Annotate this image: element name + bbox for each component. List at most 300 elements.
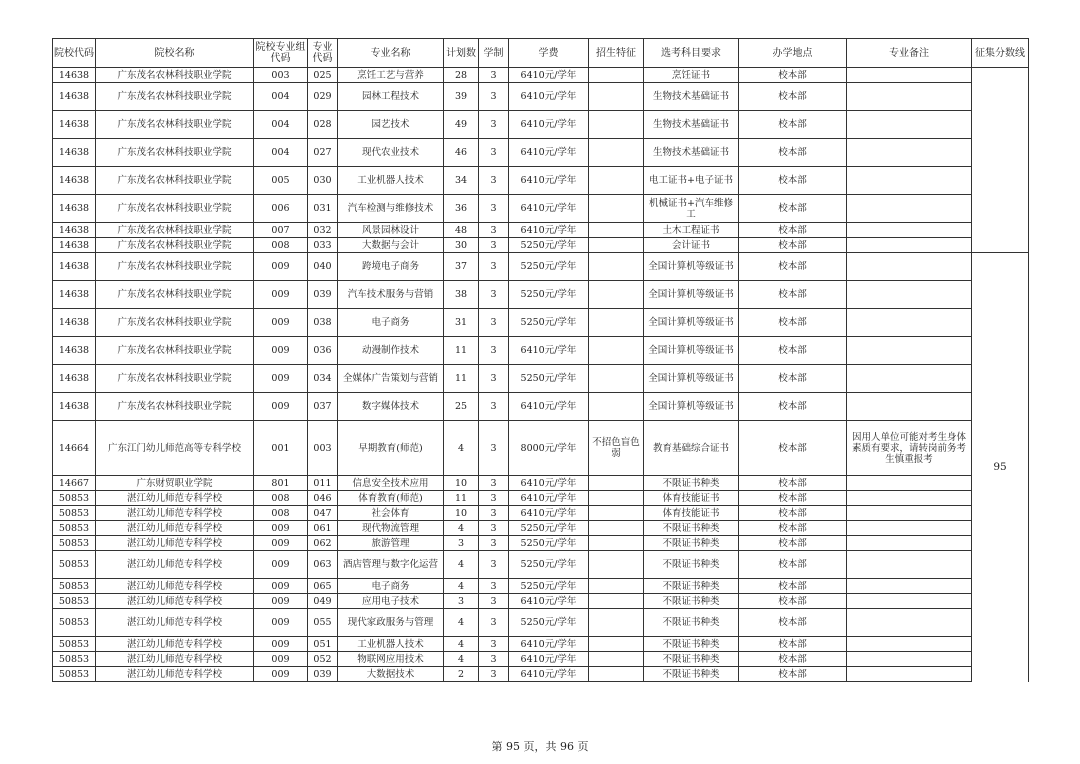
- subject-cell: 不限证书种类: [644, 609, 739, 637]
- code-cell: 50853: [53, 506, 96, 521]
- table-row: [53, 506, 1029, 521]
- table-row: [53, 421, 1029, 476]
- code-cell: 50853: [53, 594, 96, 609]
- major-code-cell: 030: [308, 167, 338, 195]
- score-cell-empty: [972, 68, 1029, 253]
- location-cell: 校本部: [739, 536, 847, 551]
- plan-cell: 28: [444, 68, 479, 83]
- location-cell: 校本部: [739, 139, 847, 167]
- years-cell: 3: [479, 551, 509, 579]
- group-cell: 801: [254, 476, 308, 491]
- fee-cell: 5250元/学年: [509, 238, 589, 253]
- fee-cell: 6410元/学年: [509, 491, 589, 506]
- table-row: [53, 491, 1029, 506]
- major-code-cell: 027: [308, 139, 338, 167]
- school-cell: 湛江幼儿师范专科学校: [96, 506, 254, 521]
- major-code-cell: 055: [308, 609, 338, 637]
- feature-cell: [589, 238, 644, 253]
- feature-cell: [589, 536, 644, 551]
- years-cell: 3: [479, 195, 509, 223]
- feature-cell: [589, 609, 644, 637]
- major-code-cell: 062: [308, 536, 338, 551]
- location-cell: 校本部: [739, 111, 847, 139]
- plan-cell: 31: [444, 309, 479, 337]
- remark-cell: [847, 476, 972, 491]
- fee-cell: 5250元/学年: [509, 536, 589, 551]
- code-cell: 50853: [53, 536, 96, 551]
- fee-cell: 6410元/学年: [509, 393, 589, 421]
- feature-cell: [589, 667, 644, 682]
- group-cell: 009: [254, 393, 308, 421]
- major-cell: 烹饪工艺与营养: [338, 68, 444, 83]
- major-cell: 旅游管理: [338, 536, 444, 551]
- group-cell: 009: [254, 337, 308, 365]
- code-cell: 14664: [53, 421, 96, 476]
- code-cell: 14638: [53, 238, 96, 253]
- major-cell: 工业机器人技术: [338, 637, 444, 652]
- feature-cell: 不招色盲色弱: [589, 421, 644, 476]
- subject-cell: 生物技术基础证书: [644, 111, 739, 139]
- school-cell: 广东茂名农林科技职业学院: [96, 195, 254, 223]
- location-cell: 校本部: [739, 421, 847, 476]
- major-cell: 社会体育: [338, 506, 444, 521]
- school-cell: 湛江幼儿师范专科学校: [96, 594, 254, 609]
- fee-cell: 6410元/学年: [509, 111, 589, 139]
- fee-cell: 8000元/学年: [509, 421, 589, 476]
- subject-cell: 生物技术基础证书: [644, 83, 739, 111]
- feature-cell: [589, 637, 644, 652]
- major-cell: 风景园林设计: [338, 223, 444, 238]
- plan-cell: 3: [444, 594, 479, 609]
- location-cell: 校本部: [739, 337, 847, 365]
- school-cell: 湛江幼儿师范专科学校: [96, 652, 254, 667]
- major-cell: 园艺技术: [338, 111, 444, 139]
- major-cell: 现代农业技术: [338, 139, 444, 167]
- header-cell-school: 院校名称: [96, 39, 254, 68]
- major-cell: 汽车技术服务与营销: [338, 281, 444, 309]
- group-cell: 009: [254, 551, 308, 579]
- years-cell: 3: [479, 83, 509, 111]
- subject-cell: 全国计算机等级证书: [644, 281, 739, 309]
- group-cell: 009: [254, 652, 308, 667]
- major-code-cell: 065: [308, 579, 338, 594]
- group-cell: 009: [254, 309, 308, 337]
- major-cell: 数字媒体技术: [338, 393, 444, 421]
- subject-cell: 电工证书+电子证书: [644, 167, 739, 195]
- subject-cell: 不限证书种类: [644, 536, 739, 551]
- remark-cell: [847, 609, 972, 637]
- subject-cell: 不限证书种类: [644, 652, 739, 667]
- plan-cell: 37: [444, 253, 479, 281]
- years-cell: 3: [479, 637, 509, 652]
- table-row: [53, 536, 1029, 551]
- years-cell: 3: [479, 491, 509, 506]
- subject-cell: 会计证书: [644, 238, 739, 253]
- feature-cell: [589, 139, 644, 167]
- group-cell: 004: [254, 83, 308, 111]
- major-code-cell: 039: [308, 281, 338, 309]
- table-row: [53, 337, 1029, 365]
- years-cell: 3: [479, 167, 509, 195]
- feature-cell: [589, 195, 644, 223]
- fee-cell: 5250元/学年: [509, 365, 589, 393]
- major-code-cell: 033: [308, 238, 338, 253]
- table-row: [53, 68, 1029, 83]
- group-cell: 009: [254, 594, 308, 609]
- major-cell: 电子商务: [338, 309, 444, 337]
- major-code-cell: 049: [308, 594, 338, 609]
- location-cell: 校本部: [739, 491, 847, 506]
- plan-cell: 25: [444, 393, 479, 421]
- plan-cell: 36: [444, 195, 479, 223]
- major-code-cell: 052: [308, 652, 338, 667]
- plan-cell: 48: [444, 223, 479, 238]
- group-cell: 009: [254, 253, 308, 281]
- code-cell: 14667: [53, 476, 96, 491]
- plan-cell: 2: [444, 667, 479, 682]
- location-cell: 校本部: [739, 83, 847, 111]
- remark-cell: [847, 68, 972, 83]
- major-cell: 动漫制作技术: [338, 337, 444, 365]
- subject-cell: 不限证书种类: [644, 476, 739, 491]
- school-cell: 广东茂名农林科技职业学院: [96, 139, 254, 167]
- group-cell: 007: [254, 223, 308, 238]
- remark-cell: [847, 139, 972, 167]
- fee-cell: 6410元/学年: [509, 83, 589, 111]
- remark-cell: [847, 195, 972, 223]
- years-cell: 3: [479, 253, 509, 281]
- header-cell-plan: 计划数: [444, 39, 479, 68]
- major-code-cell: 047: [308, 506, 338, 521]
- subject-cell: 烹饪证书: [644, 68, 739, 83]
- location-cell: 校本部: [739, 195, 847, 223]
- school-cell: 广东茂名农林科技职业学院: [96, 238, 254, 253]
- feature-cell: [589, 521, 644, 536]
- group-cell: 008: [254, 491, 308, 506]
- group-cell: 009: [254, 637, 308, 652]
- fee-cell: 6410元/学年: [509, 667, 589, 682]
- fee-cell: 6410元/学年: [509, 506, 589, 521]
- location-cell: 校本部: [739, 281, 847, 309]
- plan-cell: 4: [444, 652, 479, 667]
- header-cell-code: 院校代码: [53, 39, 96, 68]
- code-cell: 50853: [53, 521, 96, 536]
- location-cell: 校本部: [739, 609, 847, 637]
- fee-cell: 5250元/学年: [509, 521, 589, 536]
- location-cell: 校本部: [739, 594, 847, 609]
- years-cell: 3: [479, 393, 509, 421]
- plan-cell: 34: [444, 167, 479, 195]
- years-cell: 3: [479, 309, 509, 337]
- code-cell: 14638: [53, 83, 96, 111]
- header-cell-group: 院校专业组代码: [254, 39, 308, 68]
- code-cell: 14638: [53, 223, 96, 238]
- school-cell: 湛江幼儿师范专科学校: [96, 609, 254, 637]
- location-cell: 校本部: [739, 521, 847, 536]
- remark-cell: [847, 365, 972, 393]
- major-code-cell: 061: [308, 521, 338, 536]
- major-code-cell: 036: [308, 337, 338, 365]
- table-row: [53, 238, 1029, 253]
- major-code-cell: 039: [308, 667, 338, 682]
- header-cell-major-code: 专业代码: [308, 39, 338, 68]
- table-row: [53, 521, 1029, 536]
- plan-cell: 4: [444, 637, 479, 652]
- subject-cell: 不限证书种类: [644, 637, 739, 652]
- location-cell: 校本部: [739, 667, 847, 682]
- feature-cell: [589, 491, 644, 506]
- years-cell: 3: [479, 652, 509, 667]
- remark-cell: [847, 393, 972, 421]
- feature-cell: [589, 652, 644, 667]
- years-cell: 3: [479, 223, 509, 238]
- major-code-cell: 028: [308, 111, 338, 139]
- plan-cell: 11: [444, 491, 479, 506]
- group-cell: 009: [254, 579, 308, 594]
- group-cell: 009: [254, 365, 308, 393]
- major-cell: 应用电子技术: [338, 594, 444, 609]
- feature-cell: [589, 253, 644, 281]
- plan-cell: 10: [444, 506, 479, 521]
- table-row: [53, 667, 1029, 682]
- major-cell: 跨境电子商务: [338, 253, 444, 281]
- remark-cell: [847, 551, 972, 579]
- subject-cell: 全国计算机等级证书: [644, 393, 739, 421]
- table-row: [53, 309, 1029, 337]
- table-row: [53, 223, 1029, 238]
- feature-cell: [589, 337, 644, 365]
- code-cell: 14638: [53, 68, 96, 83]
- major-code-cell: 031: [308, 195, 338, 223]
- school-cell: 广东茂名农林科技职业学院: [96, 309, 254, 337]
- table-row: [53, 195, 1029, 223]
- major-code-cell: 040: [308, 253, 338, 281]
- remark-cell: [847, 506, 972, 521]
- code-cell: 14638: [53, 167, 96, 195]
- remark-cell: [847, 238, 972, 253]
- feature-cell: [589, 309, 644, 337]
- major-cell: 现代物流管理: [338, 521, 444, 536]
- remark-cell: [847, 637, 972, 652]
- school-cell: 湛江幼儿师范专科学校: [96, 637, 254, 652]
- plan-cell: 10: [444, 476, 479, 491]
- table-row: [53, 253, 1029, 281]
- table-row: [53, 476, 1029, 491]
- table-row: [53, 167, 1029, 195]
- header-cell-remark: 专业备注: [847, 39, 972, 68]
- score-line-cell: 95: [972, 253, 1029, 682]
- feature-cell: [589, 83, 644, 111]
- remark-cell: [847, 253, 972, 281]
- major-cell: 现代家政服务与管理: [338, 609, 444, 637]
- subject-cell: 土木工程证书: [644, 223, 739, 238]
- remark-cell: [847, 111, 972, 139]
- location-cell: 校本部: [739, 579, 847, 594]
- subject-cell: 机械证书+汽车维修工: [644, 195, 739, 223]
- code-cell: 50853: [53, 637, 96, 652]
- plan-cell: 3: [444, 536, 479, 551]
- major-cell: 物联网应用技术: [338, 652, 444, 667]
- code-cell: 14638: [53, 393, 96, 421]
- code-cell: 50853: [53, 491, 96, 506]
- major-cell: 早期教育(师范): [338, 421, 444, 476]
- plan-cell: 11: [444, 365, 479, 393]
- table-row: [53, 594, 1029, 609]
- fee-cell: 6410元/学年: [509, 139, 589, 167]
- fee-cell: 5250元/学年: [509, 309, 589, 337]
- school-cell: 广东茂名农林科技职业学院: [96, 365, 254, 393]
- major-code-cell: 034: [308, 365, 338, 393]
- school-cell: 广东茂名农林科技职业学院: [96, 68, 254, 83]
- code-cell: 50853: [53, 652, 96, 667]
- admission-table-container: [52, 38, 1028, 682]
- feature-cell: [589, 68, 644, 83]
- subject-cell: 不限证书种类: [644, 667, 739, 682]
- plan-cell: 4: [444, 521, 479, 536]
- school-cell: 湛江幼儿师范专科学校: [96, 521, 254, 536]
- remark-cell: [847, 579, 972, 594]
- major-code-cell: 003: [308, 421, 338, 476]
- group-cell: 001: [254, 421, 308, 476]
- school-cell: 广东茂名农林科技职业学院: [96, 223, 254, 238]
- header-cell-subject: 选考科目要求: [644, 39, 739, 68]
- group-cell: 008: [254, 238, 308, 253]
- years-cell: 3: [479, 506, 509, 521]
- major-cell: 园林工程技术: [338, 83, 444, 111]
- location-cell: 校本部: [739, 506, 847, 521]
- location-cell: 校本部: [739, 167, 847, 195]
- code-cell: 50853: [53, 579, 96, 594]
- table-row: [53, 579, 1029, 594]
- fee-cell: 5250元/学年: [509, 579, 589, 594]
- remark-cell: [847, 83, 972, 111]
- group-cell: 009: [254, 281, 308, 309]
- feature-cell: [589, 551, 644, 579]
- major-cell: 汽车检测与维修技术: [338, 195, 444, 223]
- code-cell: 14638: [53, 195, 96, 223]
- remark-cell: [847, 667, 972, 682]
- group-cell: 008: [254, 506, 308, 521]
- group-cell: 009: [254, 667, 308, 682]
- table-row: [53, 652, 1029, 667]
- remark-cell: [847, 337, 972, 365]
- subject-cell: 不限证书种类: [644, 521, 739, 536]
- years-cell: 3: [479, 337, 509, 365]
- plan-cell: 38: [444, 281, 479, 309]
- group-cell: 009: [254, 536, 308, 551]
- table-row: [53, 139, 1029, 167]
- fee-cell: 6410元/学年: [509, 195, 589, 223]
- table-row: [53, 551, 1029, 579]
- major-code-cell: 046: [308, 491, 338, 506]
- school-cell: 广东茂名农林科技职业学院: [96, 393, 254, 421]
- school-cell: 湛江幼儿师范专科学校: [96, 667, 254, 682]
- school-cell: 广东江门幼儿师范高等专科学校: [96, 421, 254, 476]
- major-cell: 信息安全技术应用: [338, 476, 444, 491]
- major-cell: 大数据技术: [338, 667, 444, 682]
- subject-cell: 不限证书种类: [644, 579, 739, 594]
- major-code-cell: 063: [308, 551, 338, 579]
- remark-cell: [847, 536, 972, 551]
- fee-cell: 6410元/学年: [509, 223, 589, 238]
- fee-cell: 6410元/学年: [509, 637, 589, 652]
- major-code-cell: 038: [308, 309, 338, 337]
- years-cell: 3: [479, 238, 509, 253]
- plan-cell: 39: [444, 83, 479, 111]
- school-cell: 广东茂名农林科技职业学院: [96, 111, 254, 139]
- subject-cell: 不限证书种类: [644, 594, 739, 609]
- major-cell: 全媒体广告策划与营销: [338, 365, 444, 393]
- code-cell: 14638: [53, 281, 96, 309]
- fee-cell: 6410元/学年: [509, 594, 589, 609]
- plan-cell: 4: [444, 609, 479, 637]
- major-code-cell: 037: [308, 393, 338, 421]
- location-cell: 校本部: [739, 551, 847, 579]
- remark-cell: [847, 594, 972, 609]
- fee-cell: 5250元/学年: [509, 609, 589, 637]
- school-cell: 广东茂名农林科技职业学院: [96, 167, 254, 195]
- header-cell-score: 征集分数线: [972, 39, 1029, 68]
- group-cell: 003: [254, 68, 308, 83]
- group-cell: 009: [254, 609, 308, 637]
- fee-cell: 6410元/学年: [509, 476, 589, 491]
- fee-cell: 6410元/学年: [509, 337, 589, 365]
- years-cell: 3: [479, 68, 509, 83]
- table-row: [53, 393, 1029, 421]
- years-cell: 3: [479, 281, 509, 309]
- major-code-cell: 011: [308, 476, 338, 491]
- years-cell: 3: [479, 111, 509, 139]
- years-cell: 3: [479, 365, 509, 393]
- admission-table: [52, 38, 1029, 682]
- feature-cell: [589, 223, 644, 238]
- feature-cell: [589, 579, 644, 594]
- plan-cell: 46: [444, 139, 479, 167]
- subject-cell: 体育技能证书: [644, 506, 739, 521]
- table-row: [53, 281, 1029, 309]
- table-row: [53, 83, 1029, 111]
- years-cell: 3: [479, 139, 509, 167]
- header-cell-feature: 招生特征: [589, 39, 644, 68]
- location-cell: 校本部: [739, 68, 847, 83]
- plan-cell: 49: [444, 111, 479, 139]
- page-footer: 第 95 页，共 96 页: [491, 740, 589, 753]
- fee-cell: 5250元/学年: [509, 551, 589, 579]
- years-cell: 3: [479, 579, 509, 594]
- plan-cell: 30: [444, 238, 479, 253]
- subject-cell: 体育技能证书: [644, 491, 739, 506]
- school-cell: 广东茂名农林科技职业学院: [96, 83, 254, 111]
- location-cell: 校本部: [739, 309, 847, 337]
- plan-cell: 4: [444, 579, 479, 594]
- header-row: [53, 39, 1029, 68]
- feature-cell: [589, 594, 644, 609]
- header-cell-fee: 学费: [509, 39, 589, 68]
- table-body: [53, 68, 1029, 682]
- code-cell: 50853: [53, 551, 96, 579]
- remark-cell: [847, 167, 972, 195]
- subject-cell: 不限证书种类: [644, 551, 739, 579]
- feature-cell: [589, 111, 644, 139]
- table-row: [53, 365, 1029, 393]
- header-cell-location: 办学地点: [739, 39, 847, 68]
- major-code-cell: 032: [308, 223, 338, 238]
- table-row: [53, 111, 1029, 139]
- table-row: [53, 609, 1029, 637]
- fee-cell: 6410元/学年: [509, 68, 589, 83]
- group-cell: 006: [254, 195, 308, 223]
- code-cell: 14638: [53, 253, 96, 281]
